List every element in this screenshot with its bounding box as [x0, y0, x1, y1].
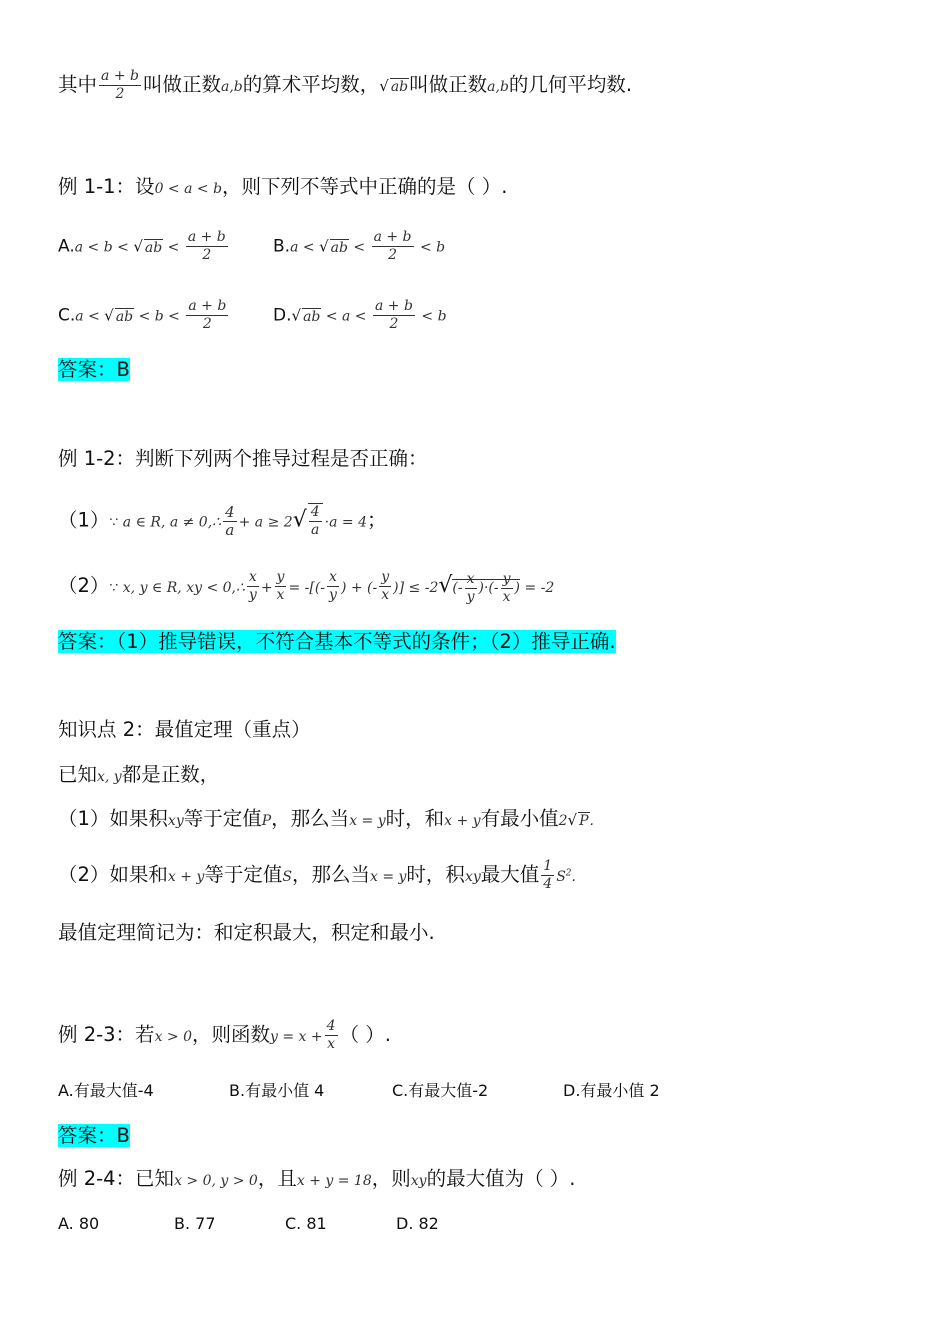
geometric-mean-sqrt: ab [390, 79, 409, 95]
example-2-3-title: 例 2-3：若x > 0，则函数y = x + $\frac{4}{x}$ （ ）. [58, 1018, 391, 1052]
ex23-option-b: B.有最小值 4 [229, 1081, 325, 1100]
theorem-case-2: （2）如果和x + y等于定值S，那么当x = y时，积xy最大值 $\frac{1}{4}$ $S^2$. [58, 858, 576, 892]
ex24-option-c: C. 81 [285, 1214, 327, 1233]
derivation-1: （1）∵ a ∈ R, a ≠ 0,∴ $\frac{4}{a}$ + a ≥ 2√ $\frac{4}{a}$ ·a = 4； [58, 502, 387, 539]
answer-1-1: 答案：B [58, 358, 130, 381]
ex23-option-a: A.有最大值-4 [58, 1081, 154, 1100]
theorem-case-1: （1）如果积xy等于定值P，那么当x = y时，和x + y有最小值2√ P. [58, 807, 594, 830]
theorem-summary: 最值定理简记为：和定积最大，积定和最小. [58, 921, 435, 944]
definition-line: 其中 $\frac{a + b}{2}$ 叫做正数a,b的算术平均数，√ ab叫做正数a,b的几何平均数. [58, 68, 633, 102]
example-1-2-title: 例 1-2：判断下列两个推导过程是否正确： [58, 447, 428, 470]
option-a: A.a < b < √ ab < $\frac{a + b}{2}$ [58, 229, 226, 263]
example-1-1-title: 例 1-1：设0 < a < b，则下列不等式中正确的是（ ）. [58, 175, 508, 198]
ex24-option-b: B. 77 [174, 1214, 216, 1233]
arithmetic-mean-fraction: $\frac{a + b}{2}$ [101, 68, 139, 102]
answer-1-2: 答案：（1）推导错误，不符合基本不等式的条件；（2）推导正确. [58, 630, 616, 653]
derivation-2: （2）∵ x, y ∈ R, xy < 0,∴ $\frac{x}{y}$ + $\frac{y}{x}$ = -[(- $\frac{x}{y}$ ) + (- $\frac{y}{x}$ )] ≤ -2√(- $\frac{x}{y}$ )·(- $\frac{y}{x}$ ) = -2 [58, 569, 555, 605]
example-2-4-title: 例 2-4：已知x > 0, y > 0，且x + y = 18，则xy的最大值为（ ）. [58, 1167, 576, 1190]
ex23-option-d: D.有最小值 2 [563, 1081, 660, 1100]
option-c: C.a < √ ab < b < $\frac{a + b}{2}$ [58, 298, 227, 332]
ex24-option-a: A. 80 [58, 1214, 100, 1233]
ex24-option-d: D. 82 [396, 1214, 439, 1233]
given-line: 已知x, y都是正数， [58, 763, 220, 786]
option-b: B.a < √ ab < $\frac{a + b}{2}$ < b [273, 229, 446, 263]
answer-2-3: 答案：B [58, 1124, 130, 1147]
knowledge-point-2-title: 知识点 2：最值定理（重点） [58, 718, 311, 741]
option-d: D.√ ab < a < $\frac{a + b}{2}$ < b [273, 298, 447, 332]
ex23-option-c: C.有最大值-2 [392, 1081, 489, 1100]
